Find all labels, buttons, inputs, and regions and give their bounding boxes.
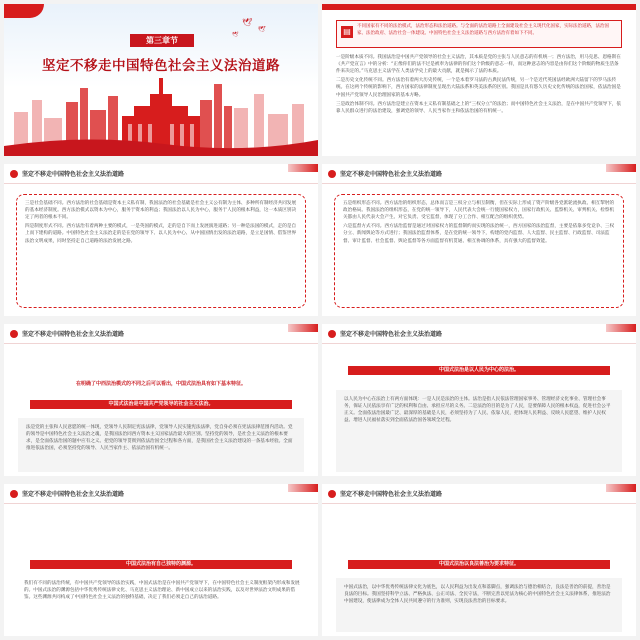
feature-bar: 中国式法治以良法善治为要求特征。 — [348, 560, 610, 569]
slide-social-basis[interactable] — [4, 164, 318, 316]
city-skyline-illustration — [4, 72, 318, 156]
paragraph: 五是组织形态不同。西方法治的组织形态，总体而言是三权分立与相互制衡，但在实际上形成了资产阶级各党派轮流执政、相互掣肘的政治格局。我国法治的组织形态，在党的统一领导下，人民代表大会统一行使国家权力，国家行政机关、监察机关、审判机关、检察机关都由人民代表大会产生、对它负责、受它监督，体现了分工合作、相互配合的组织优势。 — [343, 201, 615, 221]
corner-flag-decoration — [288, 324, 318, 332]
paragraphs — [336, 54, 622, 117]
slide-organization[interactable] — [322, 164, 636, 316]
intro-text: 在明确了中西法治模式的不同之后可以看出，中国式法治具有如下基本特征。 — [75, 381, 246, 387]
slide-header — [322, 484, 636, 504]
slide-party-leadership[interactable] — [4, 324, 318, 476]
cover-slide[interactable] — [4, 4, 318, 156]
paragraph: 六是监督方式不同。西方法治监督是通过对国家权力的监督制约而实现的法治统一，西方国家的法治监督，主要是依靠多党竞争、三权分立、新闻舆论等方式进行；我国法治监督体系，是在党的统一领导下，构建的党内监督、人大监督、民主监督、行政监督、司法监督、审计监督、社会监督、舆论监督等各方面监督有机贯通、相互协调的体系，具有强大的监督效能。 — [343, 224, 615, 244]
corner-flag-decoration — [606, 484, 636, 492]
note-box — [336, 20, 622, 48]
cover-title: 坚定不移走中国特色社会主义法治道路 — [42, 58, 280, 74]
header-dot-icon — [328, 490, 336, 498]
book-icon: ▤ — [341, 26, 353, 38]
paragraph: 二是历史文化传统不同。西方法治有着两大历史传统，一个是本着罗马法的古典民法传统，另一个是近代英国法经欧洲大陆留下的罗马法传统。在这两个传统的影响下，西方国家的法律制度呈现出大陆法系和英美法系的区别。我国是具有悠久历史文化传统的法治国家，依法治国是中国共产党领导人民治理国家的基本方略。 — [336, 78, 621, 98]
dove-icon: 🕊 — [232, 32, 239, 38]
feature-bar: 中国式法治是中国共产党领导的社会主义法治。 — [30, 400, 292, 409]
section-title: 坚定不移走中国特色社会主义法治道路 — [22, 171, 125, 178]
feature-bar: 中国式法治是以人民为中心的法治。 — [348, 366, 610, 375]
paragraph: 四是制度形式不同。西方法治有着两种主要的模式，一是英国的模式，走的是自下而上发展演进道路；另一种是法国的模式，走的是自上而下建构的道路。中国特色社会主义法治走的是在党的领导下、以人民为中心、从中国国情出发的法治道路，是立足国情、借鉴世界法治文明成果，同时坚持走自己道路的法治发展之路。 — [25, 224, 297, 244]
slide-differences-intro[interactable] — [322, 4, 636, 156]
slide-unique-origin[interactable] — [4, 484, 318, 636]
top-red-band — [322, 4, 636, 10]
header-dot-icon — [10, 170, 18, 178]
slide-header — [4, 164, 318, 184]
slide-people-centered[interactable] — [322, 324, 636, 476]
section-title: 坚定不移走中国特色社会主义法治道路 — [340, 491, 443, 498]
corner-flag-decoration — [606, 164, 636, 172]
content-box — [334, 194, 624, 308]
section-title: 坚定不移走中国特色社会主义法治道路 — [340, 171, 443, 178]
slide-header — [4, 484, 318, 504]
red-ribbon-decoration — [4, 4, 44, 18]
dove-icon: 🕊 — [258, 26, 266, 33]
header-dot-icon — [10, 490, 18, 498]
dove-icon: 🕊 — [242, 18, 253, 27]
slide-good-law[interactable] — [322, 484, 636, 636]
header-dot-icon — [10, 330, 18, 338]
section-title: 坚定不移走中国特色社会主义法治道路 — [340, 331, 443, 338]
note-text: 不同国家有不同的法治模式，法治形态和法治道路。与全面的法治道路上全面建设社会主义现代化国家，实际法治道路，法治国家、法治政府、法治社会一体建设。中国特色社会主义法治道路与西方法治有着如下不同。 — [357, 24, 609, 36]
corner-flag-decoration — [288, 164, 318, 172]
body-text: 以人民为中心在法治上有两方面体现：一是人民是法治的主体。法治是指人民依法管理国家事务、管理经济文化事业、管理社会事务，保证人民依法享有广泛的权利和自由、承担应尽的义务。二是法治的目的是为了人民，是要保障人民的根本权益，促进社会公平正义。全面依法治国最广泛、最深厚的基础是人民，必须坚持为了人民、依靠人民，把体现人民利益、反映人民愿望、维护人民权益、增进人民福祉落实到全面依法治国各领域全过程。 — [336, 390, 622, 472]
body-text: 我们有不同的法治传统，有中国共产党领导的法治实践，中国式法治是在中国共产党领导下，在中国特色社会主义制度框架内形成和发展的。中国式法治的渊源包括中华优秀传统法律文化、马克思主义法治理论、新中国成立以来的法治实践，以及对世界法治文明成果的借鉴。这些渊源共同构成了中国特色社会主义法治的独特基础，决定了我们必须走自己的法治道路。 — [24, 581, 300, 601]
body-text: 中国式法治，以中华优秀传统法律文化为底色，以人民利益为出发点和落脚点，强调法治与德治相结合，良法是善治的前提，善治是良法的目标。我国坚持科学立法、严格执法、公正司法、全民守法，不断完善以宪法为核心的中国特色社会主义法律体系，推进法治中国建设，使法律成为全体人民共同遵守的行为准则，实现良法善治的目标要求。 — [336, 578, 622, 632]
slide-header — [322, 164, 636, 184]
corner-flag-decoration — [606, 324, 636, 332]
header-dot-icon — [328, 330, 336, 338]
body-text: 法是党的主张和人民意愿的统一体现，党领导人民制定宪法法律，党领导人民实施宪法法律，党自身必须在宪法法律范围内活动。党的领导是中国特色社会主义法治之魂，是我国法治同西方资本主义国家法治最大的区别。坚持党的领导，是社会主义法治的根本要求，是全面依法治国的题中应有之义。把党的领导贯彻到依法治国全过程和各方面，是我国社会主义法治建设的一条基本经验。全面推进依法治国，必须坚持党的领导、人民当家作主、依法治国有机统一。 — [18, 418, 304, 472]
chapter-badge: 第三章节 — [130, 34, 194, 47]
section-title: 坚定不移走中国特色社会主义法治道路 — [22, 491, 125, 498]
paragraph: 三是社会基础不同。西方法治的社会基础是资本主义私有制，我国法治的社会基础是社会主义公有制为主体、多种所有制经济共同发展的基本经济制度。西方法治模式以资本为中心，服务于资本的利益；我国法治以人民为中心，服务于人民的根本利益，这一本质区别决定了两者的根本不同。 — [25, 201, 297, 221]
header-dot-icon — [328, 170, 336, 178]
feature-bar: 中国式法治有自己独特的渊源。 — [30, 560, 292, 569]
content-box — [16, 194, 306, 308]
paragraph: 一是阶级本质不同。我国法治是中国共产党领导的社会主义法治，其本质是党的主张与人民意志的有机统一；西方法治，用马克思、恩格斯在《共产党宣言》中的分析：“正像你们的法不过是被奉为法律的你们这个阶级的意志一样，而这种意志的内容是由你们这个阶级的物质生活条件来决定的。”马克思主义法学在人类法学史上的最大贡献，就是揭示了法的本质。 — [336, 55, 621, 75]
paragraph: 三是政治体制不同。西方法治是建立在资本主义私有制基础之上的“三权分立”的法治；而中国特色社会主义法治，是在中国共产党领导下，依靠人民群众进行的法治建设，强调党的领导、人民当家作主和依法治国的有机统一。 — [336, 101, 621, 114]
slide-header — [4, 324, 318, 344]
corner-flag-decoration — [288, 484, 318, 492]
slide-header — [322, 324, 636, 344]
section-title: 坚定不移走中国特色社会主义法治道路 — [22, 331, 125, 338]
